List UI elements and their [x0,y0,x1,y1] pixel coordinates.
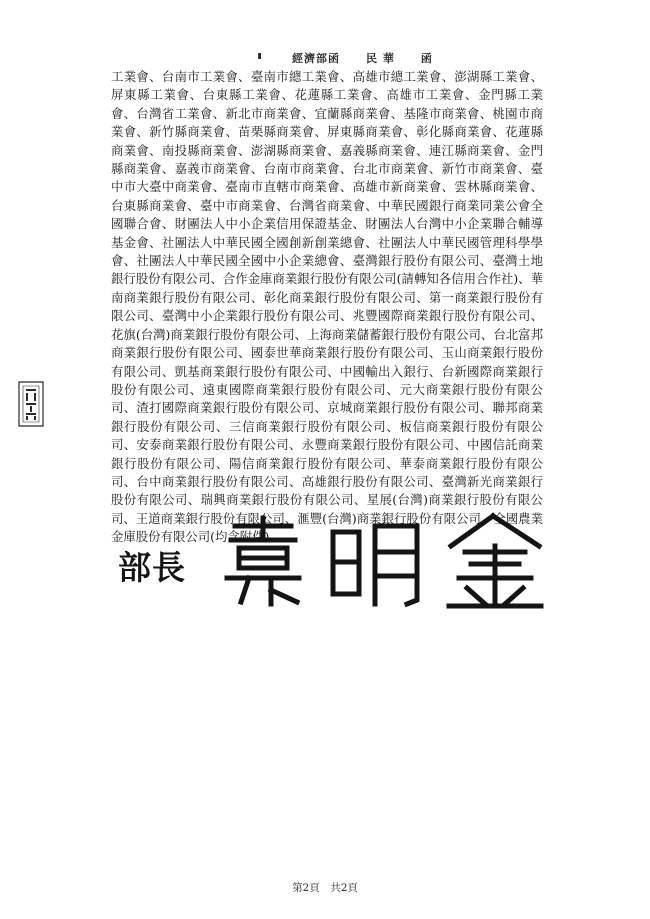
recipient-list: 工業會、台南市工業會、臺南市總工業會、高雄市總工業會、澎湖縣工業會、屏東縣工業會、台東縣工業會、花蓮縣工業會、高雄市工業會、金門縣工業會、台灣省工業會、新北市商業會、宜蘭縣商業會、基隆市商業會、桃園市商業會、新竹縣商業會、苗栗縣商業會、屏東縣商業會、彰化縣商業會、花蓮縣商業會、南投縣商業會、澎湖縣商業會、嘉義縣商業會、連江縣商業會、金門縣商業會、嘉義市商業會、台南市商業會、台北市商業會、新竹市商業會、臺中市大臺中商業會、臺南市直轄市商業會、高雄市新商業會、雲林縣商業會、台東縣商業會、臺中市商業會、台灣省商業會、中華民國銀行商業同業公會全國聯合會、財團法人中小企業信用保證基金、財團法人台灣中小企業聯合輔導基金會、社團法人中華民國全國創新創業總會、社團法人中華民國管理科學學會、社團法人中華民國全國中小企業總會、臺灣銀行股份有限公司、臺灣土地銀行股份有限公司、合作金庫商業銀行股份有限公司(請轉知各信用合作社)、華南商業銀行股份有限公司、彰化商業銀行股份有限公司、第一商業銀行股份有限公司、臺灣中小企業銀行股份有限公司、兆豐國際商業銀行股份有限公司、花旗(台灣)商業銀行股份有限公司、上海商業儲蓄銀行股份有限公司、台北富邦商業銀行股份有限公司、國泰世華商業銀行股份有限公司、玉山商業銀行股份有限公司、凱基商業銀行股份有限公司、中國輸出入銀行、台新國際商業銀行股份有限公司、遠東國際商業銀行股份有限公司、元大商業銀行股份有限公司、渣打國際商業銀行股份有限公司、京城商業銀行股份有限公司、聯邦商業銀行股份有限公司、三信商業銀行股份有限公司、板信商業銀行股份有限公司、安泰商業銀行股份有限公司、永豐商業銀行股份有限公司、中國信託商業銀行股份有限公司、陽信商業銀行股份有限公司、華泰商業銀行股份有限公司、台中商業銀行股份有限公司、高雄銀行股份有限公司、臺灣新光商業銀行股份有限公司、瑞興商業銀行股份有限公司、星展(台灣)商業銀行股份有限公司、王道商業銀行股份有限公司、滙豐(台灣)商業銀行股份有限公司、全國農業金庫股份有限公司(均含附件) [111,69,543,545]
minister-signature-seal [213,512,553,612]
minister-title: 部長 [118,548,186,587]
signature-char-3 [449,516,541,606]
header-mark-mid: 民 華 [366,52,395,65]
page-number-footer: 第2頁 共2頁 [292,882,358,894]
header-mark-right: 函 [420,52,433,65]
seam-seal-stamp [16,380,46,428]
header-tick-mark [258,53,261,59]
signature-block [118,512,558,612]
signature-char-2 [333,526,417,604]
seam-seal-stamp-glyphs [26,389,36,420]
header-mark-left: 經濟部函 [292,52,340,65]
signature-char-1 [227,518,299,604]
document-header-mark [292,50,433,66]
